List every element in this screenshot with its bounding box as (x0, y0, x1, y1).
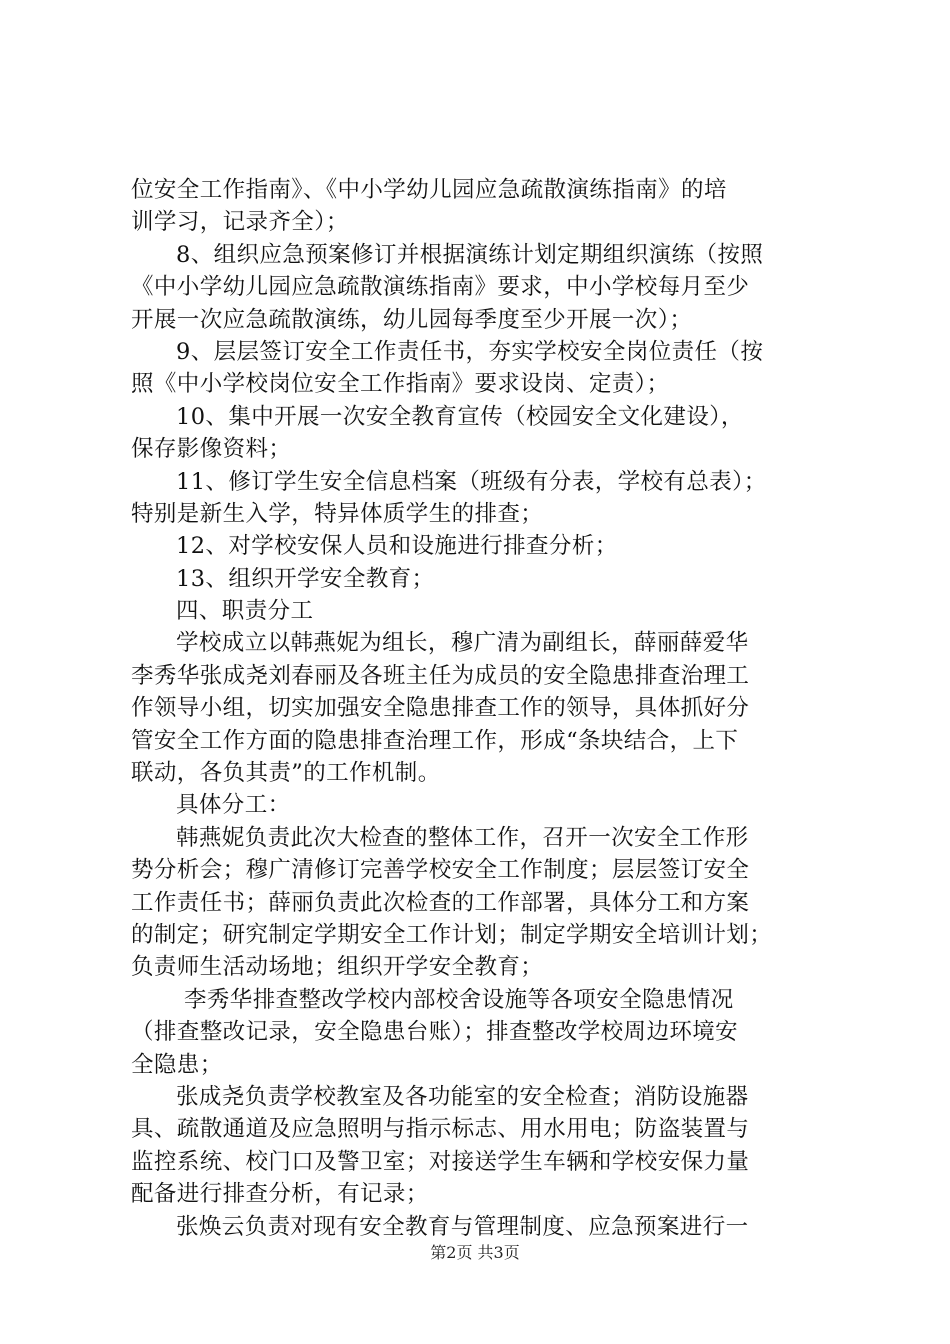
text-line: 监控系统、校门口及警卫室；对接送学生车辆和学校安保力量 (131, 1148, 750, 1175)
text-line: 联动，各负其责”的工作机制。 (131, 760, 441, 787)
text-line: 四、职责分工 (176, 598, 314, 625)
text-line: 保存影像资料； (131, 436, 292, 463)
text-line: 具体分工： (176, 792, 291, 819)
text-line: 特别是新生入学，特异体质学生的排查； (131, 500, 544, 527)
page-footer: 第2页 共3页 (430, 1243, 520, 1262)
text-line: 9、层层签订安全工作责任书，夯实学校安全岗位责任（按 (176, 338, 764, 365)
text-line: 管安全工作方面的隐患排查治理工作，形成“条块结合，上下 (131, 727, 739, 754)
text-line: 8、组织应急预案修订并根据演练计划定期组织演练（按照 (176, 241, 764, 268)
text-line: 的制定；研究制定学期安全工作计划；制定学期安全培训计划； (131, 921, 773, 948)
text-line: 具、疏散通道及应急照明与指示标志、用水用电；防盗装置与 (131, 1116, 750, 1143)
text-line: 12、对学校安保人员和设施进行排查分析； (176, 533, 618, 560)
text-line: 李秀华排查整改学校内部校舍设施等各项安全隐患情况 (184, 986, 734, 1013)
text-line: 照《中小学校岗位安全工作指南》要求设岗、定责）； (131, 371, 670, 398)
text-line: 13、组织开学安全教育； (176, 565, 435, 592)
text-line: 工作责任书；薛丽负责此次检查的工作部署，具体分工和方案 (131, 889, 750, 916)
text-line: 11、修订学生安全信息档案（班级有分表，学校有总表）； (176, 468, 767, 495)
text-line: 负责师生活动场地；组织开学安全教育； (131, 954, 544, 981)
text-line: 韩燕妮负责此次大检查的整体工作，召开一次安全工作形 (176, 824, 749, 851)
document-body (131, 174, 831, 1243)
text-line: 张成尧负责学校教室及各功能室的安全检查；消防设施器 (176, 1083, 749, 1110)
text-line: 训学习，记录齐全）； (131, 209, 349, 236)
text-line: （排查整改记录，安全隐患台账）；排查整改学校周边环境安 (131, 1019, 739, 1046)
text-line: 10、集中开展一次安全教育宣传（校园安全文化建设）， (176, 403, 744, 430)
text-line: 李秀华张成尧刘春丽及各班主任为成员的安全隐患排查治理工 (131, 662, 750, 689)
text-line: 全隐患； (131, 1051, 223, 1078)
text-line: 配备进行排查分析，有记录； (131, 1181, 429, 1208)
text-line: 张焕云负责对现有安全教育与管理制度、应急预案进行一 (176, 1213, 749, 1240)
text-line: 学校成立以韩燕妮为组长，穆广清为副组长，薛丽薛爱华 (176, 630, 749, 657)
text-line: 开展一次应急疏散演练，幼儿园每季度至少开展一次）； (131, 306, 693, 333)
text-line: 位安全工作指南》、《中小学幼儿园应急疏散演练指南》的培 (131, 177, 727, 203)
text-line: 作领导小组，切实加强安全隐患排查工作的领导，具体抓好分 (131, 695, 750, 722)
text-line: 《中小学幼儿园应急疏散演练指南》要求，中小学校每月至少 (131, 274, 750, 301)
text-line: 势分析会；穆广清修订完善学校安全工作制度；层层签订安全 (131, 857, 750, 884)
